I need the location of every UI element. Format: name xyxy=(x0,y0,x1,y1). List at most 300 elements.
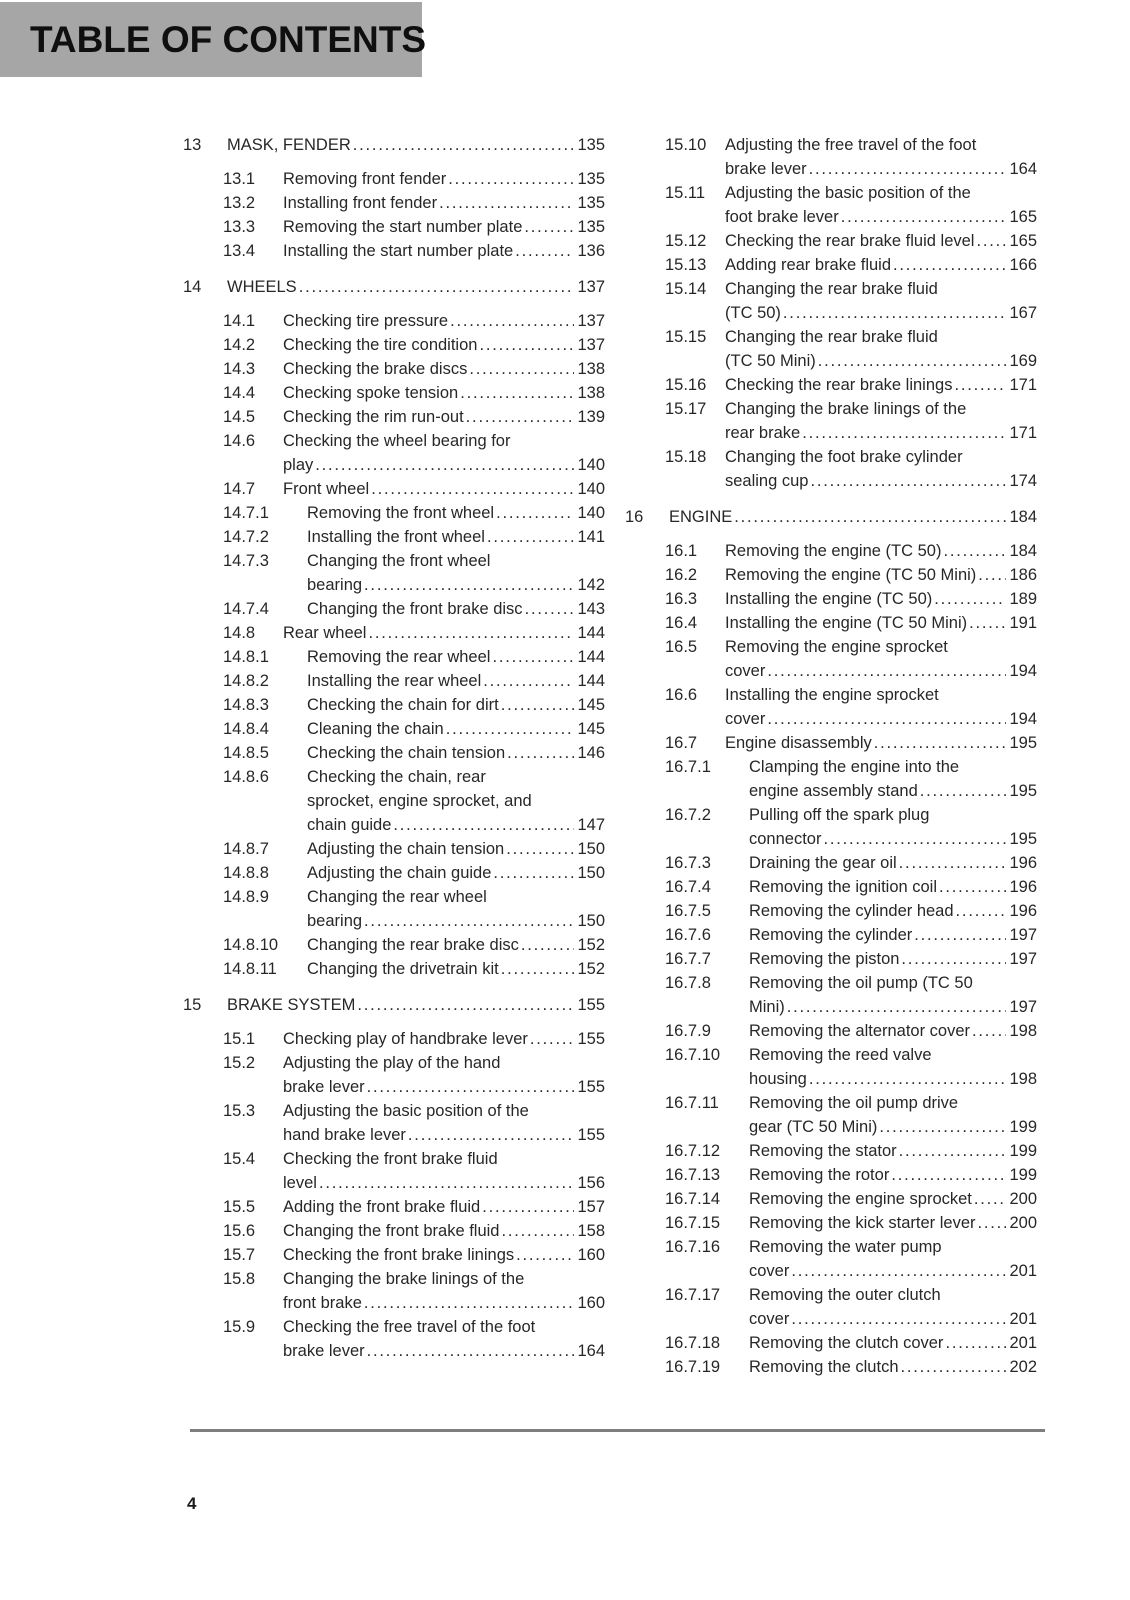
toc-entry-row[interactable] xyxy=(625,971,1037,1019)
toc-entry-row[interactable] xyxy=(183,693,605,717)
toc-entry-line: Removing the oil pump (TC 50 xyxy=(749,974,973,992)
toc-entry-line: Checking the front brake fluid xyxy=(283,1150,498,1168)
toc-entry-title: Adding the front brake fluid xyxy=(283,1198,481,1216)
dot-leader xyxy=(974,1187,1007,1211)
toc-entry-text xyxy=(749,1235,1037,1283)
toc-section-row[interactable] xyxy=(183,275,605,299)
toc-entry-line xyxy=(725,611,1037,635)
toc-column-right xyxy=(625,133,1037,1379)
dot-leader xyxy=(515,239,574,263)
toc-entry-text xyxy=(307,885,605,933)
dot-leader xyxy=(460,381,574,405)
toc-entry-line xyxy=(283,1027,605,1051)
dot-leader xyxy=(823,827,1006,851)
toc-entry-title: cover xyxy=(725,710,766,728)
toc-entry-row[interactable] xyxy=(183,597,605,621)
toc-entry-line xyxy=(283,239,605,263)
toc-entry-title: Changing the drivetrain kit xyxy=(307,960,499,978)
toc-entry-line: sprocket, engine sprocket, and xyxy=(307,792,532,810)
toc-entry-number: 15 xyxy=(183,996,202,1014)
dot-leader xyxy=(371,477,574,501)
toc-entry-row[interactable] xyxy=(183,1147,605,1195)
dot-leader xyxy=(501,693,575,717)
toc-entry-number: 15.18 xyxy=(665,448,707,466)
toc-entry-line xyxy=(749,1019,1037,1043)
toc-entry-row[interactable] xyxy=(625,277,1037,325)
toc-entry-row[interactable] xyxy=(183,215,605,239)
toc-entry-number: 14.8.8 xyxy=(223,864,269,882)
toc-section-row[interactable] xyxy=(625,505,1037,529)
toc-entry-page-number: 155 xyxy=(577,1030,605,1048)
toc-entry-text xyxy=(749,875,1037,899)
toc-entry-page-number: 194 xyxy=(1009,662,1037,680)
dot-leader xyxy=(367,1339,575,1363)
dot-leader xyxy=(496,501,574,525)
toc-entry-number: 14.6 xyxy=(223,432,256,450)
toc-entry-title: (TC 50) xyxy=(725,304,781,322)
toc-entry-row[interactable] xyxy=(183,669,605,693)
toc-entry-row[interactable] xyxy=(625,539,1037,563)
dot-leader xyxy=(767,659,1006,683)
toc-entry-title: foot brake lever xyxy=(725,208,839,226)
toc-entry-row[interactable] xyxy=(183,501,605,525)
toc-entry-row[interactable] xyxy=(625,1331,1037,1355)
toc-entry-row[interactable] xyxy=(625,1139,1037,1163)
dot-leader xyxy=(899,851,1007,875)
toc-entry-title: Installing the engine (TC 50) xyxy=(725,590,933,608)
toc-entry-row[interactable] xyxy=(183,1027,605,1051)
toc-entry-number: 16.4 xyxy=(665,614,698,632)
toc-entry-line xyxy=(725,349,1037,373)
toc-entry-number: 15.14 xyxy=(665,280,707,298)
toc-entry-text xyxy=(725,683,1037,731)
dot-leader xyxy=(516,1243,574,1267)
toc-entry-title: Checking the front brake linings xyxy=(283,1246,515,1264)
toc-entry-line xyxy=(283,357,605,381)
toc-entry-row[interactable] xyxy=(625,1355,1037,1379)
toc-entry-line xyxy=(749,899,1037,923)
toc-entry-line xyxy=(749,1331,1037,1355)
toc-entry-row[interactable] xyxy=(183,741,605,765)
toc-entry-page-number: 202 xyxy=(1009,1358,1037,1376)
toc-entry-row[interactable] xyxy=(183,645,605,669)
toc-entry-number: 14.1 xyxy=(223,312,256,330)
toc-entry-number: 14.8 xyxy=(223,624,256,642)
toc-entry-row[interactable] xyxy=(183,381,605,405)
toc-entry-row[interactable] xyxy=(625,325,1037,373)
toc-entry-title: cover xyxy=(749,1262,790,1280)
toc-entry-number: 16.7.19 xyxy=(665,1358,721,1376)
toc-entry-row[interactable] xyxy=(625,397,1037,445)
dot-leader xyxy=(466,405,575,429)
toc-entry-page-number: 164 xyxy=(577,1342,605,1360)
toc-entry-line xyxy=(749,1187,1037,1211)
toc-entry-text xyxy=(307,861,605,885)
toc-entry-row[interactable] xyxy=(625,229,1037,253)
dot-leader xyxy=(507,741,574,765)
toc-entry-line xyxy=(725,301,1037,325)
dot-leader xyxy=(319,1171,575,1195)
toc-entry-number: 15.11 xyxy=(665,184,706,202)
toc-entry-title: chain guide xyxy=(307,816,392,834)
toc-entry-line xyxy=(307,909,605,933)
toc-entry-row[interactable] xyxy=(625,731,1037,755)
toc-entry-number: 14.7.3 xyxy=(223,552,269,570)
toc-entry-row[interactable] xyxy=(625,373,1037,397)
toc-entry-line xyxy=(725,229,1037,253)
toc-entry-row[interactable] xyxy=(625,1091,1037,1139)
toc-entry-text xyxy=(283,1267,605,1315)
toc-entry-title: Checking the tire condition xyxy=(283,336,478,354)
toc-entry-page-number: 195 xyxy=(1009,782,1037,800)
toc-entry-number: 15.8 xyxy=(223,1270,256,1288)
dot-leader xyxy=(939,875,1006,899)
toc-entry-row[interactable] xyxy=(625,875,1037,899)
toc-entry-page-number: 140 xyxy=(577,504,605,522)
toc-entry-row[interactable] xyxy=(625,1043,1037,1091)
toc-entry-title: Removing the clutch cover xyxy=(749,1334,944,1352)
toc-entry-row[interactable] xyxy=(183,933,605,957)
toc-entry-row[interactable] xyxy=(625,899,1037,923)
toc-entry-row[interactable] xyxy=(183,1051,605,1099)
toc-entry-number: 16.3 xyxy=(665,590,698,608)
toc-entry-text xyxy=(725,445,1037,493)
toc-entry-row[interactable] xyxy=(183,1243,605,1267)
toc-entry-line xyxy=(307,525,605,549)
toc-entry-line: Installing the engine sprocket xyxy=(725,686,939,704)
dot-leader xyxy=(439,191,574,215)
dot-leader xyxy=(364,1291,575,1315)
toc-entry-line: Changing the foot brake cylinder xyxy=(725,448,963,466)
toc-entry-number: 14.8.11 xyxy=(223,960,277,978)
toc-entry-page-number: 155 xyxy=(577,1078,605,1096)
toc-entry-line xyxy=(283,405,605,429)
toc-entry-row[interactable] xyxy=(625,947,1037,971)
toc-entry-text xyxy=(307,693,605,717)
dot-leader xyxy=(841,205,1007,229)
toc-section-row[interactable] xyxy=(183,993,605,1017)
dot-leader xyxy=(791,1259,1006,1283)
toc-entry-text xyxy=(725,229,1037,253)
toc-entry-line xyxy=(725,253,1037,277)
toc-entry-title: Checking the chain for dirt xyxy=(307,696,499,714)
toc-entry-row[interactable] xyxy=(183,1195,605,1219)
toc-entry-page-number: 155 xyxy=(577,996,605,1014)
toc-entry-number: 16.7.17 xyxy=(665,1286,721,1304)
toc-entry-page-number: 171 xyxy=(1009,424,1037,442)
toc-entry-text xyxy=(749,1163,1037,1187)
toc-entry-page-number: 157 xyxy=(577,1198,605,1216)
toc-entry-line xyxy=(307,837,605,861)
toc-entry-text xyxy=(725,277,1037,325)
toc-entry-row[interactable] xyxy=(183,1267,605,1315)
dot-leader xyxy=(482,1195,574,1219)
toc-entry-row[interactable] xyxy=(183,357,605,381)
toc-entry-number: 16.1 xyxy=(665,542,698,560)
toc-entry-text xyxy=(749,1019,1037,1043)
toc-entry-text xyxy=(725,731,1037,755)
dot-leader xyxy=(802,421,1006,445)
toc-entry-line xyxy=(283,333,605,357)
toc-entry-row[interactable] xyxy=(183,885,605,933)
toc-entry-row[interactable] xyxy=(625,923,1037,947)
toc-entry-text xyxy=(725,133,1037,181)
toc-entry-text xyxy=(307,933,605,957)
toc-entry-row[interactable] xyxy=(183,477,605,501)
toc-entry-line xyxy=(725,731,1037,755)
toc-entry-line xyxy=(307,741,605,765)
toc-entry-text xyxy=(749,1091,1037,1139)
dot-leader xyxy=(493,861,574,885)
toc-entry-page-number: 195 xyxy=(1009,830,1037,848)
toc-entry-row[interactable] xyxy=(625,445,1037,493)
toc-entry-line xyxy=(307,861,605,885)
toc-entry-number: 14.7.1 xyxy=(223,504,269,522)
toc-entry-page-number: 195 xyxy=(1009,734,1037,752)
dot-leader xyxy=(487,525,575,549)
toc-entry-line xyxy=(725,373,1037,397)
toc-entry-title: Removing the alternator cover xyxy=(749,1022,971,1040)
toc-entry-row[interactable] xyxy=(183,309,605,333)
toc-entry-number: 14.4 xyxy=(223,384,256,402)
toc-entry-row[interactable] xyxy=(183,525,605,549)
toc-entry-line xyxy=(749,1355,1037,1379)
toc-entry-number: 16.7.14 xyxy=(665,1190,721,1208)
dot-leader xyxy=(945,1331,1006,1355)
toc-entry-title: Adding rear brake fluid xyxy=(725,256,892,274)
toc-entry-row[interactable] xyxy=(183,717,605,741)
toc-entry-page-number: 136 xyxy=(577,242,605,260)
toc-entry-line: Removing the oil pump drive xyxy=(749,1094,959,1112)
toc-entry-text xyxy=(283,1315,605,1363)
toc-entry-text xyxy=(749,1355,1037,1379)
toc-entry-title: brake lever xyxy=(725,160,807,178)
toc-entry-row[interactable] xyxy=(183,1315,605,1363)
toc-entry-text xyxy=(725,563,1037,587)
toc-entry-row[interactable] xyxy=(625,635,1037,683)
toc-entry-page-number: 144 xyxy=(577,624,605,642)
toc-entry-line xyxy=(307,645,605,669)
toc-entry-page-number: 140 xyxy=(577,456,605,474)
toc-entry-line: Adjusting the play of the hand xyxy=(283,1054,501,1072)
toc-entry-number: 15.15 xyxy=(665,328,707,346)
toc-entry-row[interactable] xyxy=(183,191,605,215)
toc-entry-text xyxy=(283,1219,605,1243)
toc-entry-page-number: 135 xyxy=(577,136,605,154)
toc-entry-row[interactable] xyxy=(625,1187,1037,1211)
toc-entry-row[interactable] xyxy=(183,861,605,885)
toc-entry-number: 16.7.4 xyxy=(665,878,711,896)
toc-entry-line: Checking the wheel bearing for xyxy=(283,432,511,450)
toc-entry-page-number: 198 xyxy=(1009,1070,1037,1088)
toc-entry-row[interactable] xyxy=(183,549,605,597)
dot-leader xyxy=(972,1019,1006,1043)
toc-entry-title: Front wheel xyxy=(283,480,370,498)
toc-entry-line xyxy=(749,851,1037,875)
toc-entry-row[interactable] xyxy=(625,1019,1037,1043)
toc-entry-line: Changing the rear wheel xyxy=(307,888,487,906)
toc-entry-row[interactable] xyxy=(625,755,1037,803)
dot-leader xyxy=(809,157,1007,181)
dot-leader xyxy=(483,669,574,693)
dot-leader xyxy=(978,1211,1007,1235)
toc-entry-number: 15.3 xyxy=(223,1102,256,1120)
toc-entry-page-number: 152 xyxy=(577,960,605,978)
toc-entry-row[interactable] xyxy=(183,333,605,357)
toc-entry-page-number: 140 xyxy=(577,480,605,498)
toc-entry-row[interactable] xyxy=(625,133,1037,181)
toc-entry-text xyxy=(283,1195,605,1219)
toc-entry-title: sealing cup xyxy=(725,472,809,490)
toc-entry-number: 16.2 xyxy=(665,566,698,584)
toc-entry-number: 16 xyxy=(625,508,644,526)
toc-entry-page-number: 196 xyxy=(1009,902,1037,920)
toc-entry-line xyxy=(227,993,605,1017)
toc-entry-line xyxy=(283,381,605,405)
toc-entry-page-number: 156 xyxy=(577,1174,605,1192)
toc-entry-row[interactable] xyxy=(625,181,1037,229)
toc-entry-page-number: 135 xyxy=(577,194,605,212)
toc-entry-row[interactable] xyxy=(625,587,1037,611)
toc-entry-line xyxy=(307,717,605,741)
dot-leader xyxy=(408,1123,575,1147)
page-number: 4 xyxy=(187,1494,197,1513)
toc-entry-text xyxy=(283,357,605,381)
toc-entry-page-number: 138 xyxy=(577,360,605,378)
toc-entry-row[interactable] xyxy=(625,611,1037,635)
toc-entry-title: cover xyxy=(725,662,766,680)
toc-entry-text xyxy=(307,957,605,981)
toc-entry-number: 16.5 xyxy=(665,638,698,656)
toc-entry-row[interactable] xyxy=(625,253,1037,277)
toc-entry-title: Engine disassembly xyxy=(725,734,872,752)
toc-entry-row[interactable] xyxy=(625,1163,1037,1187)
toc-entry-title: Checking play of handbrake lever xyxy=(283,1030,528,1048)
toc-entry-line xyxy=(749,995,1037,1019)
toc-entry-text xyxy=(283,333,605,357)
dot-leader xyxy=(521,933,575,957)
toc-entry-row[interactable] xyxy=(625,1235,1037,1283)
toc-entry-text xyxy=(749,923,1037,947)
toc-entry-number: 16.7.2 xyxy=(665,806,711,824)
toc-entry-number: 16.7.13 xyxy=(665,1166,721,1184)
toc-entry-text xyxy=(307,669,605,693)
dot-leader xyxy=(767,707,1006,731)
toc-entry-text xyxy=(749,803,1037,851)
dot-leader xyxy=(943,539,1006,563)
toc-entry-row[interactable] xyxy=(625,803,1037,851)
toc-entry-page-number: 135 xyxy=(577,170,605,188)
toc-entry-row[interactable] xyxy=(183,1219,605,1243)
toc-entry-number: 14.8.2 xyxy=(223,672,269,690)
dot-leader xyxy=(901,1355,1007,1379)
dot-leader xyxy=(501,957,575,981)
toc-entry-title: level xyxy=(283,1174,317,1192)
toc-entry-page-number: 147 xyxy=(577,816,605,834)
dot-leader xyxy=(969,611,1006,635)
toc-entry-row[interactable] xyxy=(625,851,1037,875)
toc-section-row[interactable] xyxy=(183,133,605,157)
toc-entry-line xyxy=(307,501,605,525)
toc-entry-row[interactable] xyxy=(625,563,1037,587)
toc-entry-page-number: 160 xyxy=(577,1294,605,1312)
toc-entry-text xyxy=(307,741,605,765)
toc-entry-row[interactable] xyxy=(183,957,605,981)
dot-leader xyxy=(787,995,1007,1019)
toc-entry-title: Checking the chain tension xyxy=(307,744,506,762)
toc-entry-row[interactable] xyxy=(183,239,605,263)
toc-entry-title: cover xyxy=(749,1310,790,1328)
toc-entry-page-number: 155 xyxy=(577,1126,605,1144)
dot-leader xyxy=(393,813,574,837)
toc-entry-title: housing xyxy=(749,1070,807,1088)
toc-column-left xyxy=(183,133,605,1363)
toc-entry-text xyxy=(227,275,605,299)
toc-entry-text xyxy=(749,1283,1037,1331)
toc-entry-text xyxy=(283,239,605,263)
dot-leader xyxy=(791,1307,1006,1331)
toc-entry-row[interactable] xyxy=(183,621,605,645)
toc-entry-row[interactable] xyxy=(183,765,605,837)
toc-entry-row[interactable] xyxy=(183,405,605,429)
toc-entry-page-number: 137 xyxy=(577,312,605,330)
toc-entry-row[interactable] xyxy=(625,1283,1037,1331)
toc-entry-title: Changing the rear brake disc xyxy=(307,936,519,954)
toc-entry-row[interactable] xyxy=(183,1099,605,1147)
toc-entry-title: WHEELS xyxy=(227,278,297,296)
toc-entry-title: play xyxy=(283,456,314,474)
toc-entry-title: brake lever xyxy=(283,1078,365,1096)
toc-entry-page-number: 158 xyxy=(577,1222,605,1240)
toc-entry-page-number: 143 xyxy=(577,600,605,618)
dot-leader xyxy=(450,309,574,333)
toc-entry-number: 14.3 xyxy=(223,360,256,378)
toc-entry-line xyxy=(227,133,605,157)
toc-entry-row[interactable] xyxy=(183,429,605,477)
toc-entry-line xyxy=(283,215,605,239)
dot-leader xyxy=(818,349,1007,373)
toc-entry-text xyxy=(749,1187,1037,1211)
toc-entry-page-number: 197 xyxy=(1009,998,1037,1016)
dot-leader xyxy=(899,1139,1007,1163)
toc-entry-number: 16.6 xyxy=(665,686,698,704)
toc-entry-page-number: 200 xyxy=(1009,1190,1037,1208)
toc-entry-line xyxy=(283,1123,605,1147)
toc-entry-row[interactable] xyxy=(183,167,605,191)
toc-entry-line xyxy=(283,1291,605,1315)
toc-entry-text xyxy=(749,947,1037,971)
toc-entry-page-number: 196 xyxy=(1009,854,1037,872)
toc-entry-number: 14 xyxy=(183,278,202,296)
toc-entry-line: Changing the brake linings of the xyxy=(725,400,967,418)
toc-entry-line xyxy=(307,957,605,981)
toc-entry-row[interactable] xyxy=(625,1211,1037,1235)
toc-entry-number: 16.7.11 xyxy=(665,1094,719,1112)
toc-entry-number: 14.5 xyxy=(223,408,256,426)
toc-entry-row[interactable] xyxy=(183,837,605,861)
toc-entry-title: engine assembly stand xyxy=(749,782,918,800)
toc-entry-text xyxy=(749,851,1037,875)
toc-entry-text xyxy=(749,1043,1037,1091)
toc-entry-title: front brake xyxy=(283,1294,362,1312)
toc-entry-title: gear (TC 50 Mini) xyxy=(749,1118,878,1136)
toc-entry-title: bearing xyxy=(307,576,363,594)
toc-entry-text xyxy=(725,587,1037,611)
toc-entry-row[interactable] xyxy=(625,683,1037,731)
toc-entry-line xyxy=(749,1211,1037,1235)
toc-entry-title: Installing the rear wheel xyxy=(307,672,482,690)
toc-entry-line xyxy=(749,1067,1037,1091)
